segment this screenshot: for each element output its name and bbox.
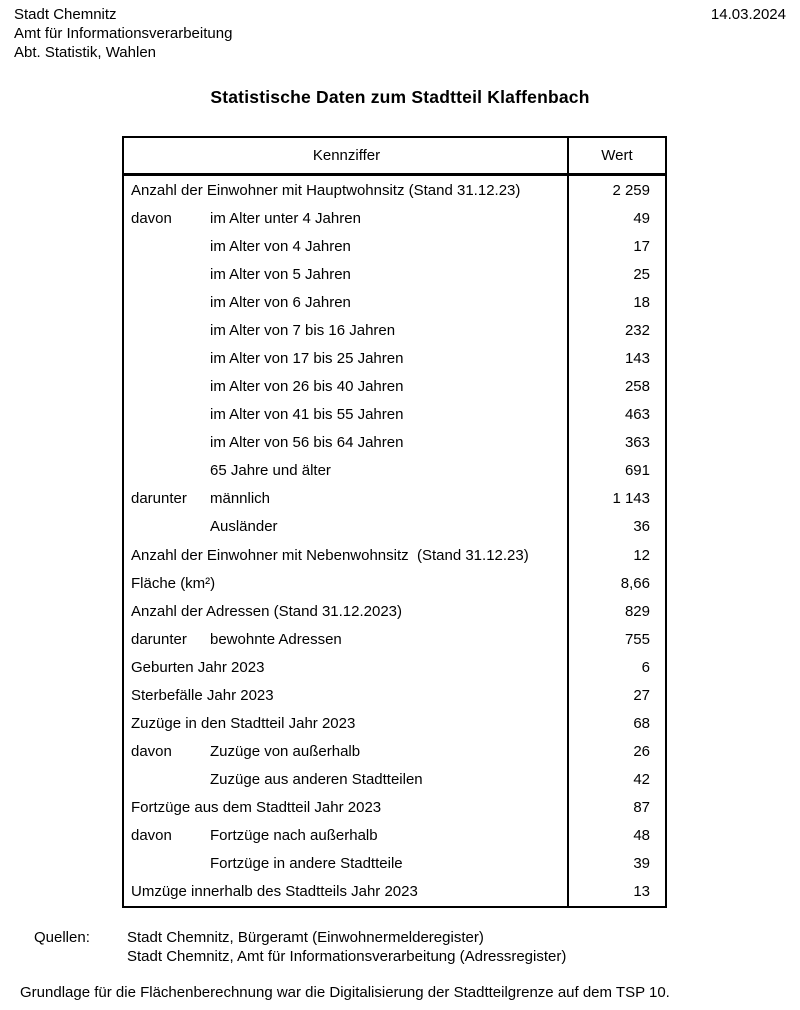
table-row [124,485,665,513]
table-row [124,878,665,906]
table-row [124,344,665,372]
row-value: 48 [633,827,650,845]
row-label: im Alter von 17 bis 25 Jahren [210,350,404,367]
table-row [124,850,665,878]
row-label: im Alter von 7 bis 16 Jahren [210,321,396,339]
row-value: 12 [633,546,650,564]
row-label: Fortzüge in andere Stadtteile [210,855,403,873]
row-value: 36 [633,518,650,536]
row-label: Zuzüge von außerhalb [210,743,361,761]
footnote: Grundlage für die Flächenberechnung war die Digitalisierung der Stadtteilgrenze auf dem TSP 10. [20,984,670,1001]
table-row [124,232,665,260]
row-value: 1 143 [612,490,650,508]
column-header-wert: Wert [601,147,633,164]
table-row [124,738,665,766]
letterhead-line-2: Amt für Informationsverarbeitung [14,25,233,42]
sources-list [127,928,566,966]
row-label: Fläche (km²) [131,574,216,592]
row-kennziffer-cell [124,518,569,535]
table-row [124,709,665,737]
row-kennziffer-cell [124,743,569,760]
row-kennziffer-cell [124,490,569,507]
row-kennziffer-cell [124,799,569,816]
row-kennziffer-cell [124,575,569,592]
row-value: 6 [641,658,650,676]
row-kennziffer-cell [124,350,569,367]
table-row [124,288,665,316]
row-prefix: davon [131,209,172,227]
row-value: 13 [633,883,650,901]
source-line: Stadt Chemnitz, Amt für Informationsverarbeitung (Adressregister) [127,948,567,965]
row-value: 8,66 [620,574,650,592]
row-kennziffer-cell [124,687,569,704]
table-row [124,653,665,681]
row-kennziffer-cell [124,659,569,676]
source-line: Stadt Chemnitz, Bürgeramt (Einwohnermelderegister) [127,929,484,946]
letterhead-line-1: Stadt Chemnitz [14,6,117,23]
row-label: Sterbefälle Jahr 2023 [131,686,274,704]
row-kennziffer-cell [124,547,569,564]
table-row [124,429,665,457]
row-value: 829 [624,602,650,620]
row-prefix: davon [131,743,172,761]
row-prefix: darunter [131,490,187,508]
row-kennziffer-cell [124,855,569,872]
table-row [124,541,665,569]
document-date: 14.03.2024 [710,6,786,23]
row-label: 65 Jahre und älter [210,462,331,480]
row-kennziffer-cell [124,883,569,900]
row-value: 258 [624,378,650,396]
row-label: Umzüge innerhalb des Stadtteils Jahr 2023 [131,883,418,901]
row-value: 232 [624,321,650,339]
row-value: 755 [624,630,650,648]
row-label: im Alter unter 4 Jahren [210,209,361,227]
row-label: Geburten Jahr 2023 [131,658,265,676]
page-title: Statistische Daten zum Stadtteil Klaffenbach [210,87,590,107]
table-row [124,316,665,344]
row-prefix: davon [131,827,172,845]
row-label: Zuzüge in den Stadtteil Jahr 2023 [131,715,356,733]
row-label: im Alter von 41 bis 55 Jahren [210,406,404,424]
row-value: 463 [624,406,650,424]
table-row [124,822,665,850]
row-label: im Alter von 5 Jahren [210,265,351,283]
table-header-row [124,138,665,176]
row-kennziffer-cell [124,182,569,199]
letterhead-line-3: Abt. Statistik, Wahlen [14,44,157,61]
row-kennziffer-cell [124,266,569,283]
row-prefix: darunter [131,630,187,648]
row-label: im Alter von 56 bis 64 Jahren [210,434,404,452]
row-value: 27 [633,686,650,704]
row-value: 2 259 [612,181,650,199]
row-label: Fortzüge aus dem Stadtteil Jahr 2023 [131,799,382,817]
row-kennziffer-cell [124,631,569,648]
row-kennziffer-cell [124,238,569,255]
row-value: 17 [633,237,650,255]
table-row [124,176,665,204]
row-kennziffer-cell [124,603,569,620]
row-label: im Alter von 4 Jahren [210,237,351,255]
row-value: 68 [633,715,650,733]
row-label: bewohnte Adressen [210,630,342,648]
table-row [124,597,665,625]
sources-label: Quellen: [34,929,90,946]
row-label: Anzahl der Einwohner mit Hauptwohnsitz (Stand 31.12.23) [131,181,521,199]
row-label: im Alter von 6 Jahren [210,293,351,311]
table-row [124,373,665,401]
table-row [124,569,665,597]
row-value: 143 [624,350,650,367]
row-kennziffer-cell [124,462,569,479]
row-label: männlich [210,490,271,508]
row-label: Zuzüge aus anderen Stadtteilen [210,771,423,789]
row-kennziffer-cell [124,294,569,311]
row-value: 25 [633,265,650,283]
table-row [124,260,665,288]
row-kennziffer-cell [124,827,569,844]
table-row [124,513,665,541]
row-label: Fortzüge nach außerhalb [210,827,378,845]
statistics-table [122,136,667,908]
row-kennziffer-cell [124,378,569,395]
row-value: 42 [633,771,650,789]
row-label: Anzahl der Adressen (Stand 31.12.2023) [131,602,403,620]
row-value: 363 [624,434,650,452]
row-label: im Alter von 26 bis 40 Jahren [210,378,404,396]
table-row [124,457,665,485]
row-value: 49 [633,209,650,227]
row-kennziffer-cell [124,715,569,732]
table-row [124,204,665,232]
row-kennziffer-cell [124,771,569,788]
table-row [124,625,665,653]
row-value: 26 [633,743,650,761]
row-value: 39 [633,855,650,873]
row-kennziffer-cell [124,434,569,451]
table-row [124,401,665,429]
row-kennziffer-cell [124,210,569,227]
row-value: 18 [633,293,650,311]
row-value: 691 [624,462,650,480]
table-row [124,681,665,709]
row-kennziffer-cell [124,406,569,423]
table-row [124,766,665,794]
row-value: 87 [633,799,650,817]
row-label: Anzahl der Einwohner mit Nebenwohnsitz (Stand 31.12.23) [131,546,529,564]
table-row [124,794,665,822]
column-header-kennziffer: Kennziffer [312,147,381,164]
table-body [124,176,665,906]
letterhead [14,5,232,62]
row-label: Ausländer [210,518,278,536]
row-kennziffer-cell [124,322,569,339]
